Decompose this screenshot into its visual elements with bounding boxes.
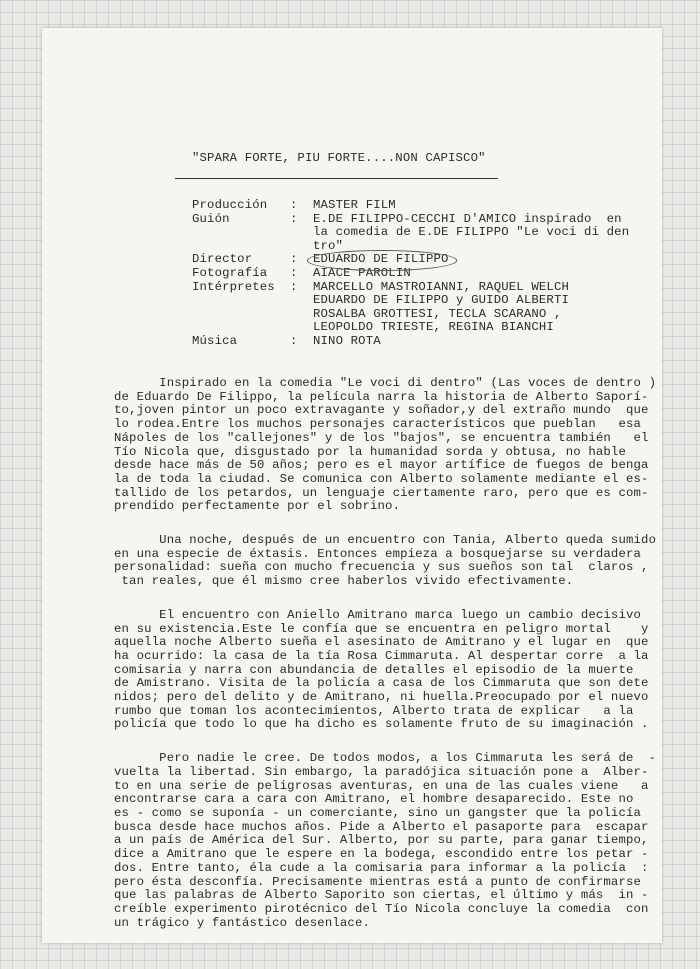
credit-label: Guión bbox=[192, 211, 230, 226]
credit-label: Fotografía bbox=[192, 265, 268, 280]
text-line: en una especie de éxtasis. Entonces empieza a bosquejarse su verdadera bbox=[114, 546, 642, 561]
text-line: rumbo que toman los acontecimientos, Alberto trata de explicar a la bbox=[114, 703, 634, 718]
text-line: Pero nadie le cree. De todos modos, a los Cimmaruta les será de - bbox=[114, 751, 657, 766]
synopsis-paragraph bbox=[114, 377, 674, 514]
text-line: Inspirado en la comedia "Le voci di dentro" (Las voces de dentro ) bbox=[114, 376, 657, 390]
credit-row bbox=[192, 321, 629, 335]
text-line: creíble experimento pirotécnico del Tío Nicola concluye la comedia con bbox=[114, 901, 649, 916]
credit-row bbox=[192, 226, 629, 240]
credit-value-text: MARCELLO MASTROIANNI, RAQUEL WELCH bbox=[313, 279, 569, 294]
text-line: aquella noche Alberto sueña el asesinato de Amitrano y el lugar en que bbox=[114, 635, 649, 650]
credit-value-text: EDUARDO DE FILIPPO y GUIDO ALBERTI bbox=[313, 293, 569, 308]
credit-colon bbox=[290, 294, 313, 308]
credit-value bbox=[313, 253, 449, 267]
credit-label: Director bbox=[192, 252, 253, 267]
text-line: ha ocurrido: la casa de la tía Rosa Cimmaruta. Al despertar corre a la bbox=[114, 648, 649, 663]
credit-value-text: la comedia de E.DE FILIPPO "Le voci di den bbox=[313, 225, 630, 240]
credit-row bbox=[192, 335, 629, 349]
text-line: policía que todo lo que ha dicho es solamente fruto de su imaginación . bbox=[114, 717, 649, 732]
credit-label bbox=[192, 294, 290, 308]
credit-value-text: MASTER FILM bbox=[313, 198, 396, 212]
credit-value-text: LEOPOLDO TRIESTE, REGINA BIANCHI bbox=[313, 320, 554, 335]
text-line: un trágico y fantástico desenlace. bbox=[114, 915, 370, 930]
credits-block bbox=[192, 199, 629, 349]
credit-value-text: NINO ROTA bbox=[313, 333, 381, 348]
credit-colon: : bbox=[290, 265, 298, 280]
credit-value bbox=[313, 335, 381, 349]
text-line: de Eduardo De Filippo, la película narra la historia de Alberto Saporí- bbox=[114, 389, 649, 404]
credit-value-text: AIACE PAROLIN bbox=[313, 265, 411, 280]
synopsis-paragraph bbox=[114, 609, 674, 732]
credit-colon: : bbox=[290, 198, 298, 212]
credit-colon bbox=[290, 240, 313, 254]
credit-label bbox=[192, 226, 290, 240]
text-line: desde hace más de 50 años; pero es el mayor artífice de fuegos de benga bbox=[114, 458, 649, 473]
credit-value bbox=[313, 213, 622, 227]
text-line: vuelta la libertad. Sin embargo, la paradójica situación pone a Alber- bbox=[114, 764, 649, 779]
credit-value bbox=[313, 294, 569, 308]
credit-row bbox=[192, 213, 629, 227]
text-line: prendido perfectamente por el sobrino. bbox=[114, 499, 401, 514]
text-line: Tío Nicola que, disgustado por la humanidad sorda y obtusa, no hable bbox=[114, 444, 626, 459]
credit-row bbox=[192, 199, 629, 213]
text-line: de Amistrano. Visita de la policía a casa de los Cimmaruta que son dete bbox=[114, 676, 649, 691]
text-line: tan reales, que él mismo cree haberlos vivido efectivamente. bbox=[114, 574, 574, 589]
credit-row bbox=[192, 281, 629, 295]
text-line: busca desde hace muchos años. Pide a Alberto el pasaporte para escapar bbox=[114, 819, 649, 834]
title-underline bbox=[175, 178, 498, 179]
text-line: la de toda la ciudad. Se comunica con Alberto solamente mediante el es- bbox=[114, 471, 649, 486]
text-line: to en una serie de peligrosas aventuras, en una de las cuales viene a bbox=[114, 778, 649, 793]
credit-value-text: ROSALBA GROTTESI, TECLA SCARANO , bbox=[313, 306, 562, 321]
credit-label: Intérpretes bbox=[192, 279, 275, 294]
credit-colon: : bbox=[290, 279, 298, 294]
credit-colon: : bbox=[290, 211, 298, 226]
credit-label bbox=[192, 240, 290, 254]
document-title: "SPARA FORTE, PIU FORTE....NON CAPISCO" bbox=[192, 151, 486, 165]
text-line: comisaria y narra con abundancia de detalles el episodio de la muerte bbox=[114, 662, 634, 677]
credit-value bbox=[313, 226, 629, 240]
text-line: nidos; pero del delito y de Amitrano, ni huella.Preocupado por el nuevo bbox=[114, 690, 649, 705]
credit-value bbox=[313, 321, 554, 335]
typed-document-page bbox=[42, 28, 662, 943]
text-line: encontrarse cara a cara con Amitrano, el hombre desaparecido. Este no bbox=[114, 792, 634, 807]
credit-label: Producción bbox=[192, 198, 268, 212]
credit-colon bbox=[290, 308, 313, 322]
credit-value-text: E.DE FILIPPO-CECCHI D'AMICO inspirado en bbox=[313, 211, 622, 226]
text-line: pero ésta desconfía. Precisamente mientras está a punto de confirmarse bbox=[114, 874, 642, 889]
text-line: personalidad: sueña con mucho frecuencia y sus sueños son tal claros , bbox=[114, 560, 649, 575]
text-line: que las palabras de Alberto Saporito son ciertas, el último y más in - bbox=[114, 888, 649, 903]
text-line: a un país de América del Sur. Alberto, por su parte, para ganar tiempo, bbox=[114, 833, 649, 848]
credit-colon: : bbox=[290, 333, 298, 348]
credit-value bbox=[313, 308, 561, 322]
credit-row bbox=[192, 308, 629, 322]
credit-value-text: EDUARDO DE FILIPPO bbox=[313, 252, 449, 267]
text-line: El encuentro con Aniello Amitrano marca luego un cambio decisivo bbox=[114, 607, 642, 622]
credit-colon bbox=[290, 321, 313, 335]
credit-colon bbox=[290, 226, 313, 240]
synopsis-body bbox=[114, 377, 674, 950]
credit-row bbox=[192, 294, 629, 308]
credit-value bbox=[313, 281, 569, 295]
credit-label bbox=[192, 321, 290, 335]
text-line: dos. Entre tanto, éla cude a la comisaria para informar a la policía : bbox=[114, 860, 649, 875]
text-line: en su existencia.Este le confía que se encuentra en peligro mortal y bbox=[114, 621, 649, 636]
credit-label bbox=[192, 308, 290, 322]
credit-value bbox=[313, 199, 396, 213]
text-line: Una noche, después de un encuentro con Tania, Alberto queda sumido bbox=[114, 533, 657, 548]
text-line: to,joven pintor un poco extravagante y soñador,y del extraño mundo que bbox=[114, 403, 649, 418]
synopsis-paragraph bbox=[114, 752, 674, 930]
credit-row bbox=[192, 253, 629, 267]
credit-colon: : bbox=[290, 252, 298, 267]
text-line: lo rodea.Entre los muchos personajes característicos que pueblan esa bbox=[114, 417, 642, 432]
credit-value-text: tro" bbox=[313, 238, 344, 253]
text-line: dice a Amitrano que le espere en la bodega, escondido entre los petar - bbox=[114, 847, 649, 862]
credit-label: Música bbox=[192, 333, 238, 348]
text-line: Nápoles de los "callejones" y de los "bajos", se encuentra también el bbox=[114, 430, 649, 445]
text-line: tallido de los petardos, un lenguaje ciertamente raro, pero que es com- bbox=[114, 485, 649, 500]
text-line: es - como se suponía - un comerciante, sino un gangster que la policía bbox=[114, 805, 642, 820]
synopsis-paragraph bbox=[114, 534, 674, 589]
